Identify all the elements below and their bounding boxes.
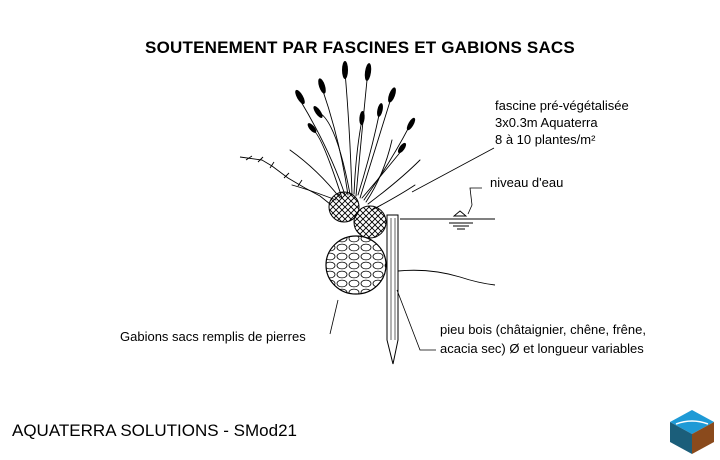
fascine-rolls — [329, 192, 386, 238]
stake-label-line-1: pieu bois (châtaignier, chêne, frêne, — [440, 322, 646, 337]
fascine-label-line-1: fascine pré-végétalisée — [495, 98, 629, 113]
diagram-title: SOUTENEMENT PAR FASCINES ET GABIONS SACS — [145, 38, 575, 57]
vegetation — [290, 70, 420, 210]
fascine-label-line-2: 3x0.3m Aquaterra — [495, 115, 598, 130]
fascine-label-line-3: 8 à 10 plantes/m² — [495, 132, 596, 147]
footer-company: AQUATERRA SOLUTIONS - SMod21 — [12, 421, 297, 440]
gabion-sack — [326, 236, 386, 294]
fascine-label — [495, 97, 629, 148]
water-level-line — [400, 211, 495, 229]
water-level-label: niveau d'eau — [490, 175, 564, 190]
stake-label-line-2: acacia sec) Ø et longueur variables — [440, 341, 644, 356]
aquaterra-cube-logo — [668, 408, 716, 456]
riverbed-line — [398, 270, 495, 285]
bank-slope — [240, 156, 330, 204]
plant-seed-heads — [293, 61, 416, 154]
gabion-label: Gabions sacs remplis de pierres — [120, 329, 306, 344]
stake-label — [440, 321, 646, 359]
wooden-stake — [387, 215, 398, 364]
